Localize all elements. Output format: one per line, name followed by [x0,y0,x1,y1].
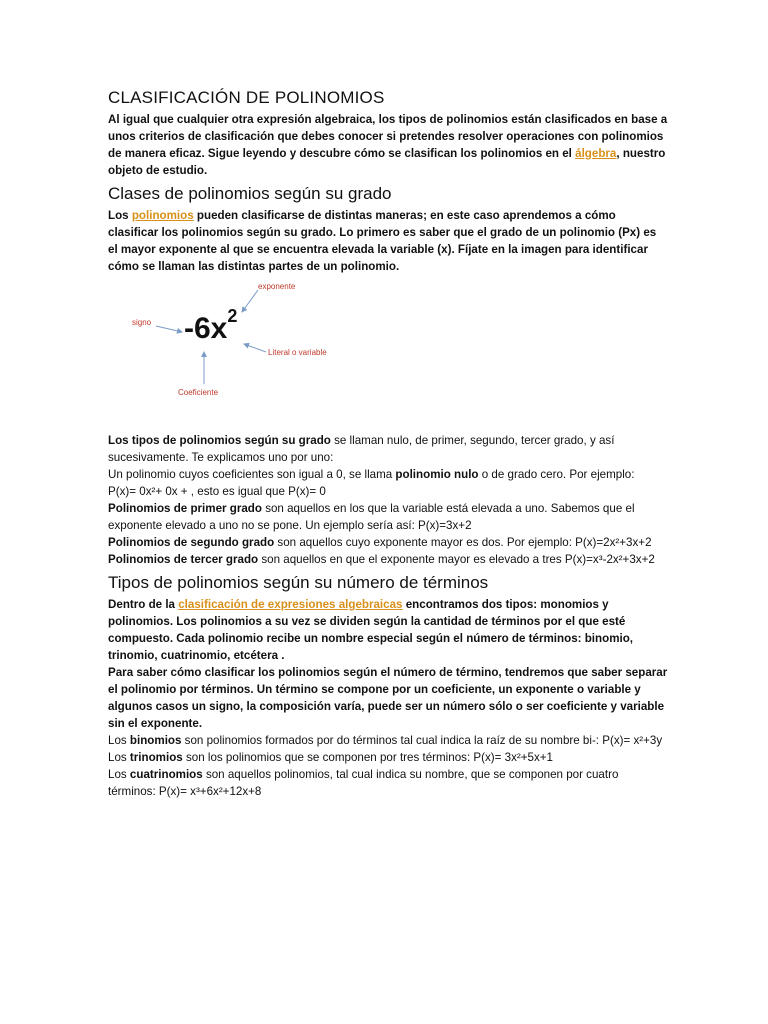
arrow-variable [244,344,266,352]
binomios-paragraph [108,732,668,749]
trinomios-text-a: Los [108,751,130,764]
cuatrinomios-text-a: Los [108,768,130,781]
terminos-text-a: Dentro de la [108,598,179,611]
tercer-grado-text: son aquellos en que el exponente mayor es elevado a tres P(x)=x³-2x²+3x+2 [258,553,655,566]
nulo-text: Un polinomio cuyos coeficientes son igual a 0, se llama [108,468,396,481]
figure-arrows [118,280,358,412]
tercer-grado-bold: Polinomios de tercer grado [108,553,259,566]
arrow-sign [156,326,182,332]
binomios-text-b: son polinomios formados por do términos tal cual indica la raíz de su nombre bi-: P(x)= x²+3y [181,734,663,747]
segundo-grado-paragraph [108,534,668,551]
cuatrinomios-bold: cuatrinomios [129,768,203,781]
nulo-bold: polinomio nulo [395,468,479,481]
segundo-grado-text: son aquellos cuyo exponente mayor es dos. Por ejemplo: P(x)=2x²+3x+2 [274,536,652,549]
trinomios-text-b: son los polinomios que se componen por tres términos: P(x)= 3x²+5x+1 [182,751,553,764]
trinomios-paragraph [108,749,668,766]
nulo-example: P(x)= 0x²+ 0x + , esto es igual que P(x)= 0 [108,485,326,498]
terminos-text-c: a su vez se dividen según la cantidad de términos por el que esté compuesto. Cada polinomio recibe un nombre especial según el número de términos: binomio, trinomio, cuatrinomio, etcétera . [108,615,634,662]
binomios-bold: binomios [129,734,182,747]
document-page [108,88,668,800]
monomial-base: -6x [184,312,228,345]
label-variable: Literal o variable [268,348,327,357]
section-heading-terminos: Tipos de polinomios según su número de términos [108,573,489,592]
cuatrinomios-paragraph [108,766,668,800]
monomial-parts-figure [118,280,358,412]
intro-text-end: , nuestro objeto de estudio. [108,147,666,177]
segundo-grado-bold: Polinomios de segundo grado [108,536,275,549]
primer-grado-paragraph [108,500,668,534]
algebra-link[interactable]: álgebra [575,147,617,160]
terminos-text-b: encontramos dos tipos: monomios y polinomios. Los [108,598,609,628]
terminos-intro-paragraph [108,596,668,664]
label-coefficient: Coeficiente [178,388,219,397]
terminos-separar-paragraph: Para saber cómo clasificar los polinomios según el número de término, tendremos que saber separar el polinomio por términos. Un término se compone por un coeficiente, un exponente o variable y algunos casos un signo, la composición varía, puede ser un número sólo o ser coeficiente y variable sin el exponente. [108,666,668,730]
intro-paragraph [108,111,668,179]
grades-intro [108,432,668,466]
grades-intro-bold: Los tipos de polinomios según su grado [108,434,331,447]
primer-grado-text: son aquellos en los que la variable está elevada a uno. Sabemos que el exponente elevado a uno no se pone. Un ejemplo sería así: P(x)=3x+2 [108,502,635,532]
section-heading-grado: Clases de polinomios según su grado [108,184,392,203]
document-title: CLASIFICACIÓN DE POLINOMIOS [108,88,385,107]
label-exponent: exponente [258,282,296,291]
tercer-grado-paragraph [108,551,668,568]
grado-intro-text-rest: pueden clasificarse de distintas maneras; en este caso aprendemos a cómo clasificar los polinomios según su grado. Lo primero es saber que el grado de un polinomio (Px) es el mayor exponente al que se encuentra elevada la variable (x). Fíjate en la imagen para identificar cómo se llaman las distintas partes de un polinomio. [108,209,657,273]
polinomios-link[interactable]: polinomios [131,209,194,222]
clasificacion-expresiones-link[interactable]: clasificación de expresiones algebraicas [178,598,403,611]
monomial-term [184,306,238,346]
primer-grado-bold: Polinomios de primer grado [108,502,262,515]
label-sign: signo [132,318,152,327]
terminos-bold: polinomios [200,615,262,628]
binomios-text-a: Los [108,734,130,747]
nulo-paragraph [108,466,668,483]
grades-intro-rest: se llaman nulo, de primer, segundo, tercer grado, y así sucesivamente. Te explicamos uno por uno: [108,434,615,464]
arrow-exponent [242,290,258,312]
spacer [108,418,668,432]
grado-intro-paragraph [108,207,668,275]
grado-intro-text: Los [108,209,132,222]
monomial-exponent: 2 [227,306,238,326]
intro-text: Al igual que cualquier otra expresión algebraica, los tipos de polinomios están clasificados en base a unos criterios de clasificación que debes conocer si pretendes resolver operaciones con polinomios de manera eficaz. Sigue leyendo y descubre cómo se clasifican los polinomios en el [108,113,668,160]
trinomios-bold: trinomios [129,751,183,764]
cuatrinomios-text-b: son aquellos polinomios, tal cual indica su nombre, que se componen por cuatro términos: P(x)= x³+6x²+12x+8 [108,768,619,798]
nulo-text-end: o de grado cero. Por ejemplo: [478,468,635,481]
